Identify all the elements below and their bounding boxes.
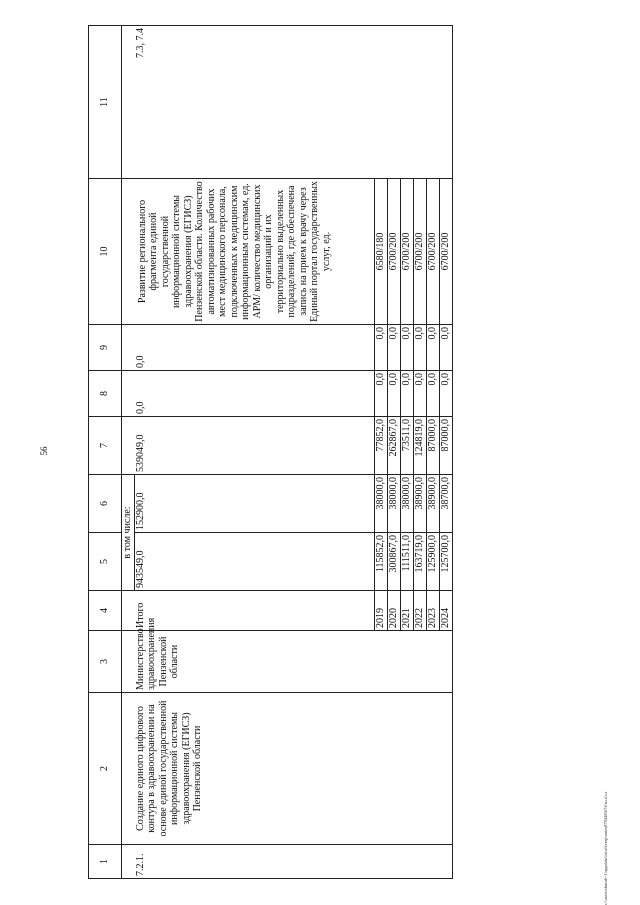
page-number: 56 bbox=[39, 446, 49, 456]
total-label: Итого bbox=[135, 591, 375, 631]
total-col5: 943549,0 bbox=[135, 533, 375, 591]
col-num-5: 5 bbox=[89, 533, 122, 591]
year-col10: 6700/200 bbox=[414, 179, 427, 325]
year-col9: 0,0 bbox=[427, 325, 440, 371]
measure-name: Создание единого цифрового контура в здравоохранении на основе единой государственной информационной системы здравоохранения (ЕГИСЗ) Пензенской области bbox=[135, 693, 453, 845]
year-col8: 0,0 bbox=[375, 371, 388, 417]
year-col5: 300867,0 bbox=[388, 533, 401, 591]
year-col8: 0,0 bbox=[427, 371, 440, 417]
col-num-7: 7 bbox=[89, 417, 122, 475]
year-col6: 38000,0 bbox=[388, 475, 401, 533]
executor: Министерство здравоохранения Пензенской области bbox=[135, 631, 453, 693]
col-num-8: 8 bbox=[89, 371, 122, 417]
year-col8: 0,0 bbox=[401, 371, 414, 417]
year-col5: 125900,0 bbox=[427, 533, 440, 591]
year-col7: 87000,0 bbox=[427, 417, 440, 475]
col-num-2: 2 bbox=[89, 693, 122, 845]
col-num-3: 3 bbox=[89, 631, 122, 693]
year-col9: 0,0 bbox=[440, 325, 453, 371]
year-col5: 111511,0 bbox=[401, 533, 414, 591]
ref-numbers: 7.3, 7.4 bbox=[135, 26, 453, 179]
column-number-row bbox=[89, 26, 122, 879]
year-col8: 0,0 bbox=[388, 371, 401, 417]
year-col8: 0,0 bbox=[440, 371, 453, 417]
year-col10: 6700/200 bbox=[427, 179, 440, 325]
year-col6: 38900,0 bbox=[427, 475, 440, 533]
program-table bbox=[88, 25, 453, 879]
year-col10: 6580/180 bbox=[375, 179, 388, 325]
year-col10: 6700/200 bbox=[388, 179, 401, 325]
year-col6: 38700,0 bbox=[440, 475, 453, 533]
year-col9: 0,0 bbox=[414, 325, 427, 371]
year: 2023 bbox=[427, 591, 440, 631]
subheader-including: в том числе: bbox=[122, 475, 135, 591]
col-num-10: 10 bbox=[89, 179, 122, 325]
indicator-text: Развитие регионального фрагмента единой государственной информационной системы здравоохранения (ЕГИСЗ) Пензенской области. Количество автоматизированных рабочих мест медицинского персонала, подключенных к медицинским информационным системам, ед. АРМ/ количество медицинских организаций и их территориально выделенных подразделений, где обеспечена запись на прием к врачу через Единый портал государственных услуг, ед. bbox=[135, 179, 375, 325]
total-col8: 0,0 bbox=[135, 371, 375, 417]
year: 2022 bbox=[414, 591, 427, 631]
year-col5: 163719,0 bbox=[414, 533, 427, 591]
subheader-row bbox=[122, 26, 135, 879]
year: 2020 bbox=[388, 591, 401, 631]
col-num-9: 9 bbox=[89, 325, 122, 371]
year-col5: 115852,0 bbox=[375, 533, 388, 591]
main-row bbox=[135, 26, 375, 879]
year-col10: 6700/200 bbox=[401, 179, 414, 325]
col-num-4: 4 bbox=[89, 591, 122, 631]
year-col7: 124819,0 bbox=[414, 417, 427, 475]
year-col7: 77852,0 bbox=[375, 417, 388, 475]
year-col6: 38000,0 bbox=[401, 475, 414, 533]
rotated-table-frame bbox=[88, 26, 585, 879]
total-col7: 539049,0 bbox=[135, 417, 375, 475]
col-num-1: 1 bbox=[89, 845, 122, 879]
total-col6: 152900,0 bbox=[135, 475, 375, 533]
year-col8: 0,0 bbox=[414, 371, 427, 417]
footer-path: c:\users\sboroh~1\appdata\local\temp\notes879448\674-ш.d.cx bbox=[603, 791, 608, 905]
year: 2021 bbox=[401, 591, 414, 631]
row-code: 7.2.1. bbox=[135, 845, 453, 879]
year-col7: 87000,0 bbox=[440, 417, 453, 475]
year-col9: 0,0 bbox=[388, 325, 401, 371]
col-num-6: 6 bbox=[89, 475, 122, 533]
year-col10: 6700/200 bbox=[440, 179, 453, 325]
year: 2024 bbox=[440, 591, 453, 631]
year-col5: 125700,0 bbox=[440, 533, 453, 591]
year-col6: 38000,0 bbox=[375, 475, 388, 533]
year-col7: 73511,0 bbox=[401, 417, 414, 475]
year-col7: 262867,0 bbox=[388, 417, 401, 475]
year-col9: 0,0 bbox=[401, 325, 414, 371]
total-col9: 0,0 bbox=[135, 325, 375, 371]
year-col9: 0,0 bbox=[375, 325, 388, 371]
col-num-11: 11 bbox=[89, 26, 122, 179]
year: 2019 bbox=[375, 591, 388, 631]
year-col6: 38900,0 bbox=[414, 475, 427, 533]
